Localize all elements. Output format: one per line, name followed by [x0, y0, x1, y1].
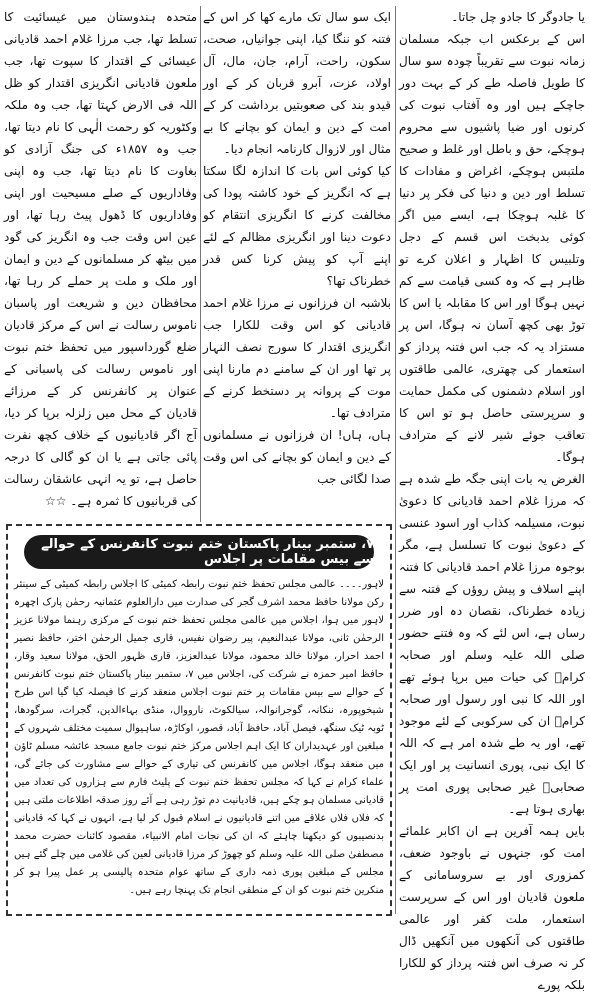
- column-divider: [200, 6, 201, 522]
- column-middle-text: ایک سو سال تک مارے کھا کر اس کے فتنہ کو ننگا کیا، اپنی جوانیاں، صحت، سکون، راحت، آرام، جان، مال، آل اولاد، عزت، آبرو قربان کر کے اور قیدو بند کی صعوبتیں برداشت کر کے امت کے دین و ایمان کو بچانے کا بے مثال اور لازوال کارنامہ انجام دیا۔ کیا کوئی اس بات کا اندازہ لگا سکتا ہے کہ انگریز کے خود کاشتہ پودا کی مخالفت کرنے کا انگریزی انتقام کو دعوت دینا اور انگریزی مظالم کے لئے اپنے آپ کو پیش کرنا کس قدر خطرناک تھا؟ بلاشبہ ان فرزانوں نے مرزا غلام احمد قادیانی کو اس وقت للکارا جب انگریزی اقتدار کا سورج نصف النہار پر تھا اور ان کے سامنے دم مارنا اپنی موت کے پروانہ پر دستخط کرنے کے مترادف تھا۔ ہاں، ہاں! ان فرزانوں نے مسلمانوں کے دین و ایمان کو بچانے کی اس وقت صدا لگائی جب: [203, 10, 391, 486]
- article-column-right: [399, 6, 585, 992]
- column-right-text: یا جادوگر کا جادو چل جاتا۔ اس کے برعکس اب جبکہ مسلمان زمانہ نبوت سے تقریباً چودہ سو سال کا طویل فاصلہ طے کر کے بہت دور جاچکے ہیں اور وہ آفتاب نبوت کی کرنوں اور ضیا پاشیوں سے محروم ہوچکے، حق و باطل اور غلط و صحیح ملتبس ہوچکے، اغراض و مفادات کا تسلط اور دین و دنیا کی فکر پر دنیا کا غلبہ ہوچکا ہے، ایسے میں اگر کوئی بدبخت اس قسم کے دجل وتلبیس کا اظہار و اعلان کرے تو ظاہر ہے کہ وہ کسی قیامت سے کم نہیں ہوگا اور اس کا مقابلہ یا اس کا توڑ بھی کچھ آسان نہ ہوگا، اس پر مستزاد یہ کہ جب اس فتنہ پرداز کو استعمار کی چھتری، عالمی طاقتوں اور اسلام دشمنوں کی مکمل حمایت و سرپرستی حاصل ہو تو اس کا تعاقب جوئے شیر لانے کے مترادف ہوگا۔ الغرض یہ بات اپنی جگہ طے شدہ ہے کہ مرزا غلام احمد قادیانی کا دعویٰ نبوت، مسیلمہ کذاب اور اسود عنسی کے دعویٰ نبوت کا تسلسل ہے، مگر بوجوہ مرزا غلام احمد قادیانی کا فتنہ اپنے اسلاف و پیش روؤں کے فتنہ سے زیادہ خطرناک، نقصان دہ اور ضرر رساں ہے، اس لئے کہ وہ فتنے حضور صلی اللہ علیہ وسلم اور صحابہ کرامؓ کی حیات میں برپا ہوئے تھے اور اللہ کا نبی اور رسول اور صحابہ کرامؓ ان کی سرکوبی کے لئے موجود تھے، اور یہ طے شدہ امر ہے کہ اللہ کا ایک نبی، پوری انسانیت پر اور ایک صحابیؓ غیر صحابی پوری امت پر بھاری ہوتا ہے۔ بایں ہمہ آفرین ہے ان اکابر علمائے امت کو، جنہوں نے باوجود ضعف، کمزوری اور بے سروسامانی کے ملعون قادیان اور اس کے سرپرست استعمار، ملت کفر اور عالمی طاقتوں کی آنکھوں میں آنکھیں ڈال کر نہ صرف اس فتنہ پرداز کو للکارا بلکہ پورے: [399, 10, 585, 992]
- column-left-text: متحدہ ہندوستان میں عیسائیت کا تسلط تھا، جب مرزا غلام احمد قادیانی عیسائی کے اقتدار کا سپوت تھا، جب ملعون قادیانی انگریزی اقتدار کو ظل اللہ فی الارض کہتا تھا، جب وہ ملکہ وکٹوریہ کو رحمت الٰہی کا نام دیتا تھا، جب وہ ۱۸۵۷ء کی جنگ آزادی کو بغاوت کا نام دیتا تھا، جب وہ اپنی وفاداریوں کے صلے مسیحیت اور اپنی وفاداریوں کا ڈھول پیٹ رہا تھا، اور عین اس وقت جب وہ انگریز کی گود میں بیٹھ کر مسلمانوں کے دین و ایمان اور ملک و ملت پر حملے کر رہا تھا، محافظان دین و شریعت اور پاسبان ناموس رسالت نے اس کے مرکز قادیان ضلع گورداسپور میں تحفظ ختم نبوت اور ناموس رسالت کی پاسبانی کے عنوان پر کانفرنس کر کے مرزائے قادیان کے محل میں زلزلہ برپا کر دیا، آج اگر قادیانیوں کے خلاف کچھ نفرت پائی جاتی ہے یا ان کو گالی کا درجہ حاصل ہے، تو یہ انہی عاشقان رسالت کی قربانیوں کا ثمرہ ہے۔ ☆☆: [4, 10, 197, 508]
- news-body-text: لاہور۔۔۔۔ عالمی مجلس تحفظ ختم نبوت رابطہ کمیٹی کا اجلاس رابطہ کمیٹی کے سینئر رکن مولانا حافظ محمد اشرف گجر کی صدارت میں دارالعلوم عثمانیہ رحمٰن پارک اچھرہ لاہور میں ہوا، اجلاس میں عالمی مجلس تحفظ ختم نبوت کے مرکزی رہنما مولانا عزیز الرحمٰن ثانی، مولانا عبدالنعیم، پیر رضوان نفیس، قاری جمیل الرحمٰن اختر، حافظ نصیر احمد احرار، مولانا خالد محمود، مولانا عبدالعزیز، قاری ظہور الحق، مولانا سعید وقار، حافظ امیر حمزہ نے شرکت کی، اجلاس میں ۷، ستمبر بینار پاکستان ختم نبوت کانفرنس کے حوالے سے بیس مقامات پر ختم نبوت اجلاس منعقد کرنے کا فیصلہ کیا گیا اس طرح شیخوپورہ، ننکانہ، گوجرانوالہ، سیالکوٹ، نارووال، منڈی بہاءالدین، گجرات، سرگودھا، ٹوبہ ٹیک سنگھ، فیصل آباد، حافظ آباد، قصور، اوکاڑہ، ساہیوال سمیت مختلف شہروں کے مبلغین اور عہدیداران کا ایک اہم اجلاس مرکز ختم نبوت جامع مسجد عائشہ مسلم ٹاؤن میں منعقد ہوگا، اجلاس میں کانفرنس کی تیاری کے حوالے سے مشاورت کی جائے گی، علماء کرام نے کہا کہ مجلس تحفظ ختم نبوت کے پلیٹ فارم سے ہزاروں کی تعداد میں قادیانی مسلمان ہو چکے ہیں، قادیانیت دم توڑ رہی ہے آئے روز صدقہ اطلاعات ملتی ہیں کہ فلاں فلاں علاقے میں اتنے قادیانیوں نے اسلام قبول کر لیا ہے، انہوں نے کہا کہ قادیانی بدنصیبوں کو دیکھنا چاہئے کہ ان کی نجات امام الانبیاء، مقصود کائنات حضرت محمد مصطفیٰ صلی اللہ علیہ وسلم کو چھوڑ کر مرزا قادیانی لعین کی غلامی میں چلے گئے ہیں مجلس کے مبلغین پوری ذمہ داری کے ساتھ عوام متحدہ پالیسی پر عمل پیرا ہو کر منکرین ختم نبوت کو ان کے منطقی انجام تک پہنچا رہے ہیں۔: [14, 579, 384, 896]
- article-column-middle: [203, 6, 391, 522]
- news-headline: ۷، ستمبر بینار پاکستان ختم نبوت کانفرنس کے حوالے سے بیس مقامات پر اجلاس: [24, 535, 374, 569]
- news-body: [14, 576, 384, 910]
- article-column-left: [4, 6, 197, 522]
- column-divider: [395, 6, 396, 914]
